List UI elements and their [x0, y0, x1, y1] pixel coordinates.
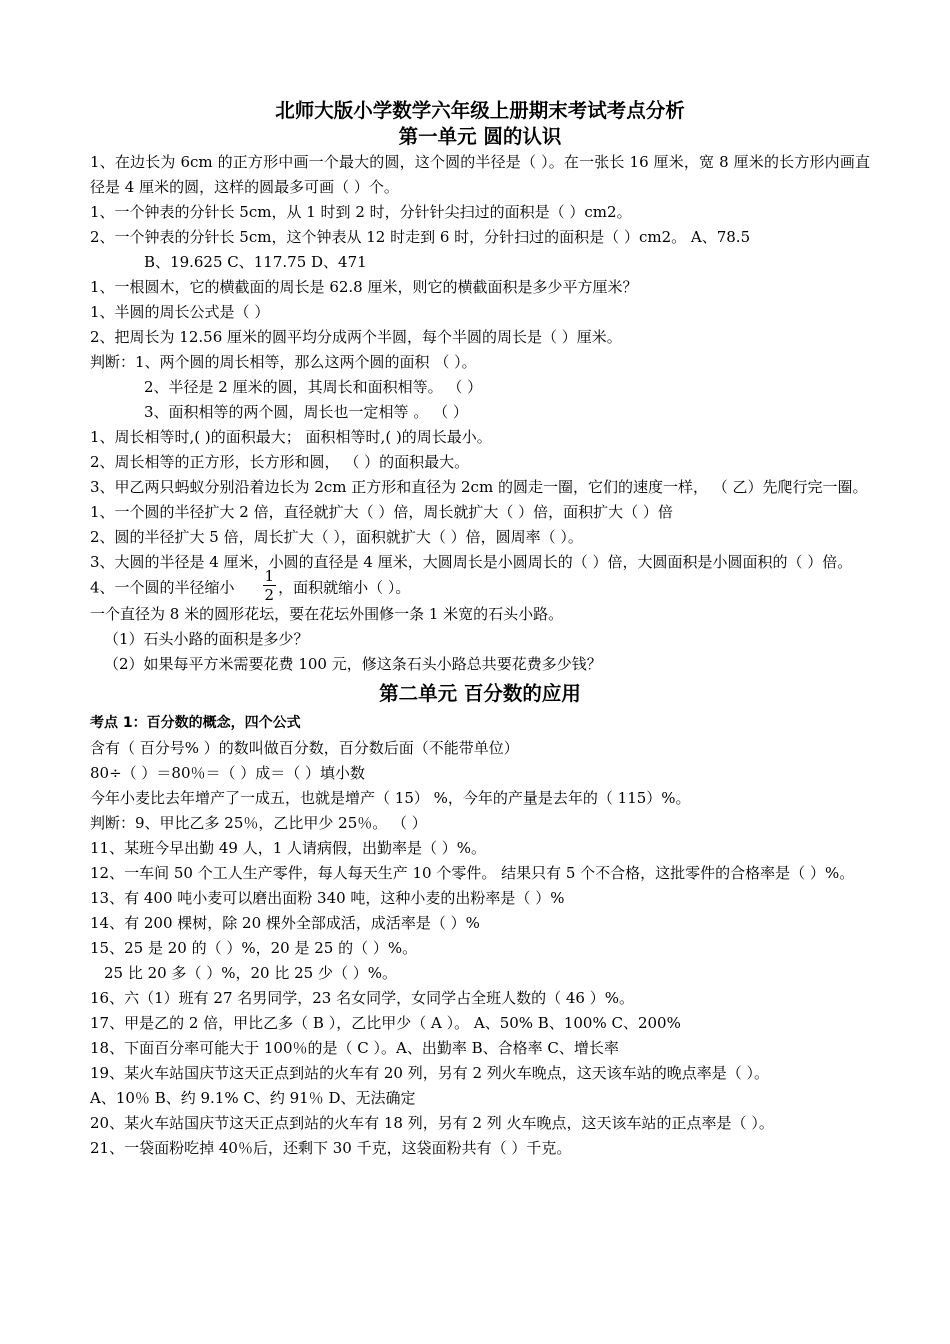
question-line: 2、周长相等的正方形，长方形和圆， （ ）的面积最大。 — [90, 453, 470, 471]
question-line: 80÷（ ）＝80％＝（ ）成＝（ ）填小数 — [90, 764, 366, 782]
judgement-line: 判断：1、两个圆的周长相等，那么这两个圆的面积 （ ）。 — [90, 353, 477, 371]
garden-subquestion: （1）石头小路的面积是多少？ — [104, 630, 309, 648]
judgement-line: 2、半径是 2 厘米的圆，其周长和面积相等。 （ ） — [144, 378, 483, 396]
question-line: 15、25 是 20 的（ ）%，20 是 25 的（ ）%。 — [90, 939, 418, 957]
fraction-numerator: 1 — [264, 567, 275, 585]
judgement-line: 判断：9、甲比乙多 25％，乙比甲少 25％。 （ ） — [90, 814, 427, 832]
shrink-question-after: ，面积就缩小（ ）。 — [278, 578, 411, 597]
point-title: 考点 1：百分数的概念，四个公式 — [90, 715, 301, 731]
question-line: 今年小麦比去年增产了一成五，也就是增产（ 15） %，今年的产量是去年的（ 115）%。 — [90, 789, 691, 807]
question-line: 18、下面百分率可能大于 100％的是（ C ）。A、出勤率 B、合格率 C、增长率 — [90, 1039, 619, 1057]
question-line: 14、有 200 棵树，除 20 棵外全部成活，成活率是（ ）% — [90, 914, 480, 932]
question-line: 25 比 20 多（ ）%，20 比 25 少（ ）%。 — [104, 964, 397, 982]
question-line: 1、半圆的周长公式是（ ） — [90, 303, 270, 321]
question-line: 2、圆的半径扩大 5 倍，周长扩大（ ），面积就扩大（ ）倍，圆周率（ ）。 — [90, 528, 583, 546]
fraction — [263, 567, 277, 604]
question-line: 17、甲是乙的 2 倍，甲比乙多（ B ），乙比甲少（ A ）。 A、50% B、100% C、200% — [90, 1014, 681, 1032]
garden-subquestion: （2）如果每平方米需要花费 100 元，修这条石头小路总共要花费多少钱？ — [104, 655, 602, 673]
garden-question: 一个直径为 8 米的圆形花坛，要在花坛外围修一条 1 米宽的石头小路。 — [90, 605, 564, 623]
fraction-denominator: 2 — [264, 586, 275, 604]
question-line: 19、某火车站国庆节这天正点到站的火车有 20 列，另有 2 列火车晚点，这天该车站的晚点率是（ ）。 — [90, 1064, 770, 1082]
question-line: 含有（ 百分号% ）的数叫做百分数，百分数后面（不能带单位） — [90, 739, 519, 757]
shrink-question-before: 4、一个圆的半径缩小 — [90, 578, 235, 597]
question-line: 1、一个圆的半径扩大 2 倍，直径就扩大（ ）倍，周长就扩大（ ）倍，面积扩大（ ）倍 — [90, 503, 673, 521]
question-line: 3、大圆的半径是 4 厘米，小圆的直径是 4 厘米，大圆周长是小圆周长的（ ）倍，大圆面积是小圆面积的（ ）倍。 — [90, 553, 853, 571]
question-line: 12、一车间 50 个工人生产零件，每人每天生产 10 个零件。 结果只有 5 个不合格，这批零件的合格率是（ ）%。 — [90, 864, 855, 882]
question-line: 2、把周长为 12.56 厘米的圆平均分成两个半圆，每个半圆的周长是（ ）厘米。 — [90, 328, 622, 346]
answer-options: B、19.625 C、117.75 D、471 — [144, 253, 367, 271]
question-line: 16、六（1）班有 27 名男同学，23 名女同学，女同学占全班人数的（ 46 ）%。 — [90, 989, 634, 1007]
unit1-heading: 第一单元 圆的认识 — [398, 125, 562, 148]
question-line: 11、某班今早出勤 49 人，1 人请病假，出勤率是（ ）%。 — [90, 839, 487, 857]
question-line: 21、一袋面粉吃掉 40％后，还剩下 30 千克，这袋面粉共有（ ）千克。 — [90, 1139, 572, 1157]
question-line: 2、一个钟表的分针长 5cm，这个钟表从 12 时走到 6 时，分针扫过的面积是（ ）cm2。 A、78.5 — [90, 228, 751, 246]
question-line: 1、一个钟表的分针长 5cm，从 1 时到 2 时，分针针尖扫过的面积是（ ）cm2。 — [90, 203, 632, 221]
answer-options: A、10％ B、约 9.1% C、约 91％ D、无法确定 — [90, 1089, 416, 1107]
question-line: 1、在边长为 6cm 的正方形中画一个最大的圆，这个圆的半径是（ ）。在一张长 16 厘米，宽 8 厘米的长方形内画直径是 4 厘米的圆，这样的圆最多可画（ ）个。 — [90, 153, 870, 196]
question-line: 1、一根圆木，它的横截面的周长是 62.8 厘米，则它的横截面积是多少平方厘米？ — [90, 278, 638, 296]
question-line: 13、有 400 吨小麦可以磨出面粉 340 吨，这种小麦的出粉率是（ ）% — [90, 889, 565, 907]
judgement-line: 3、面积相等的两个圆，周长也一定相等 。 （ ） — [144, 403, 468, 421]
document-title: 北师大版小学数学六年级上册期末考试考点分析 — [275, 99, 685, 122]
question-line: 3、甲乙两只蚂蚁分别沿着边长为 2cm 正方形和直径为 2cm 的圆走一圈，它们的速度一样， （ 乙）先爬行完一圈。 — [90, 478, 868, 496]
document-content — [90, 98, 870, 1161]
question-line: 20、某火车站国庆节这天正点到站的火车有 18 列，另有 2 列 火车晚点，这天该车站的正点率是（ ）。 — [90, 1114, 774, 1132]
question-line: 1、周长相等时,( )的面积最大； 面积相等时,( )的周长最小。 — [90, 428, 492, 446]
unit2-heading: 第二单元 百分数的应用 — [379, 682, 581, 705]
shrink-question — [90, 567, 870, 604]
